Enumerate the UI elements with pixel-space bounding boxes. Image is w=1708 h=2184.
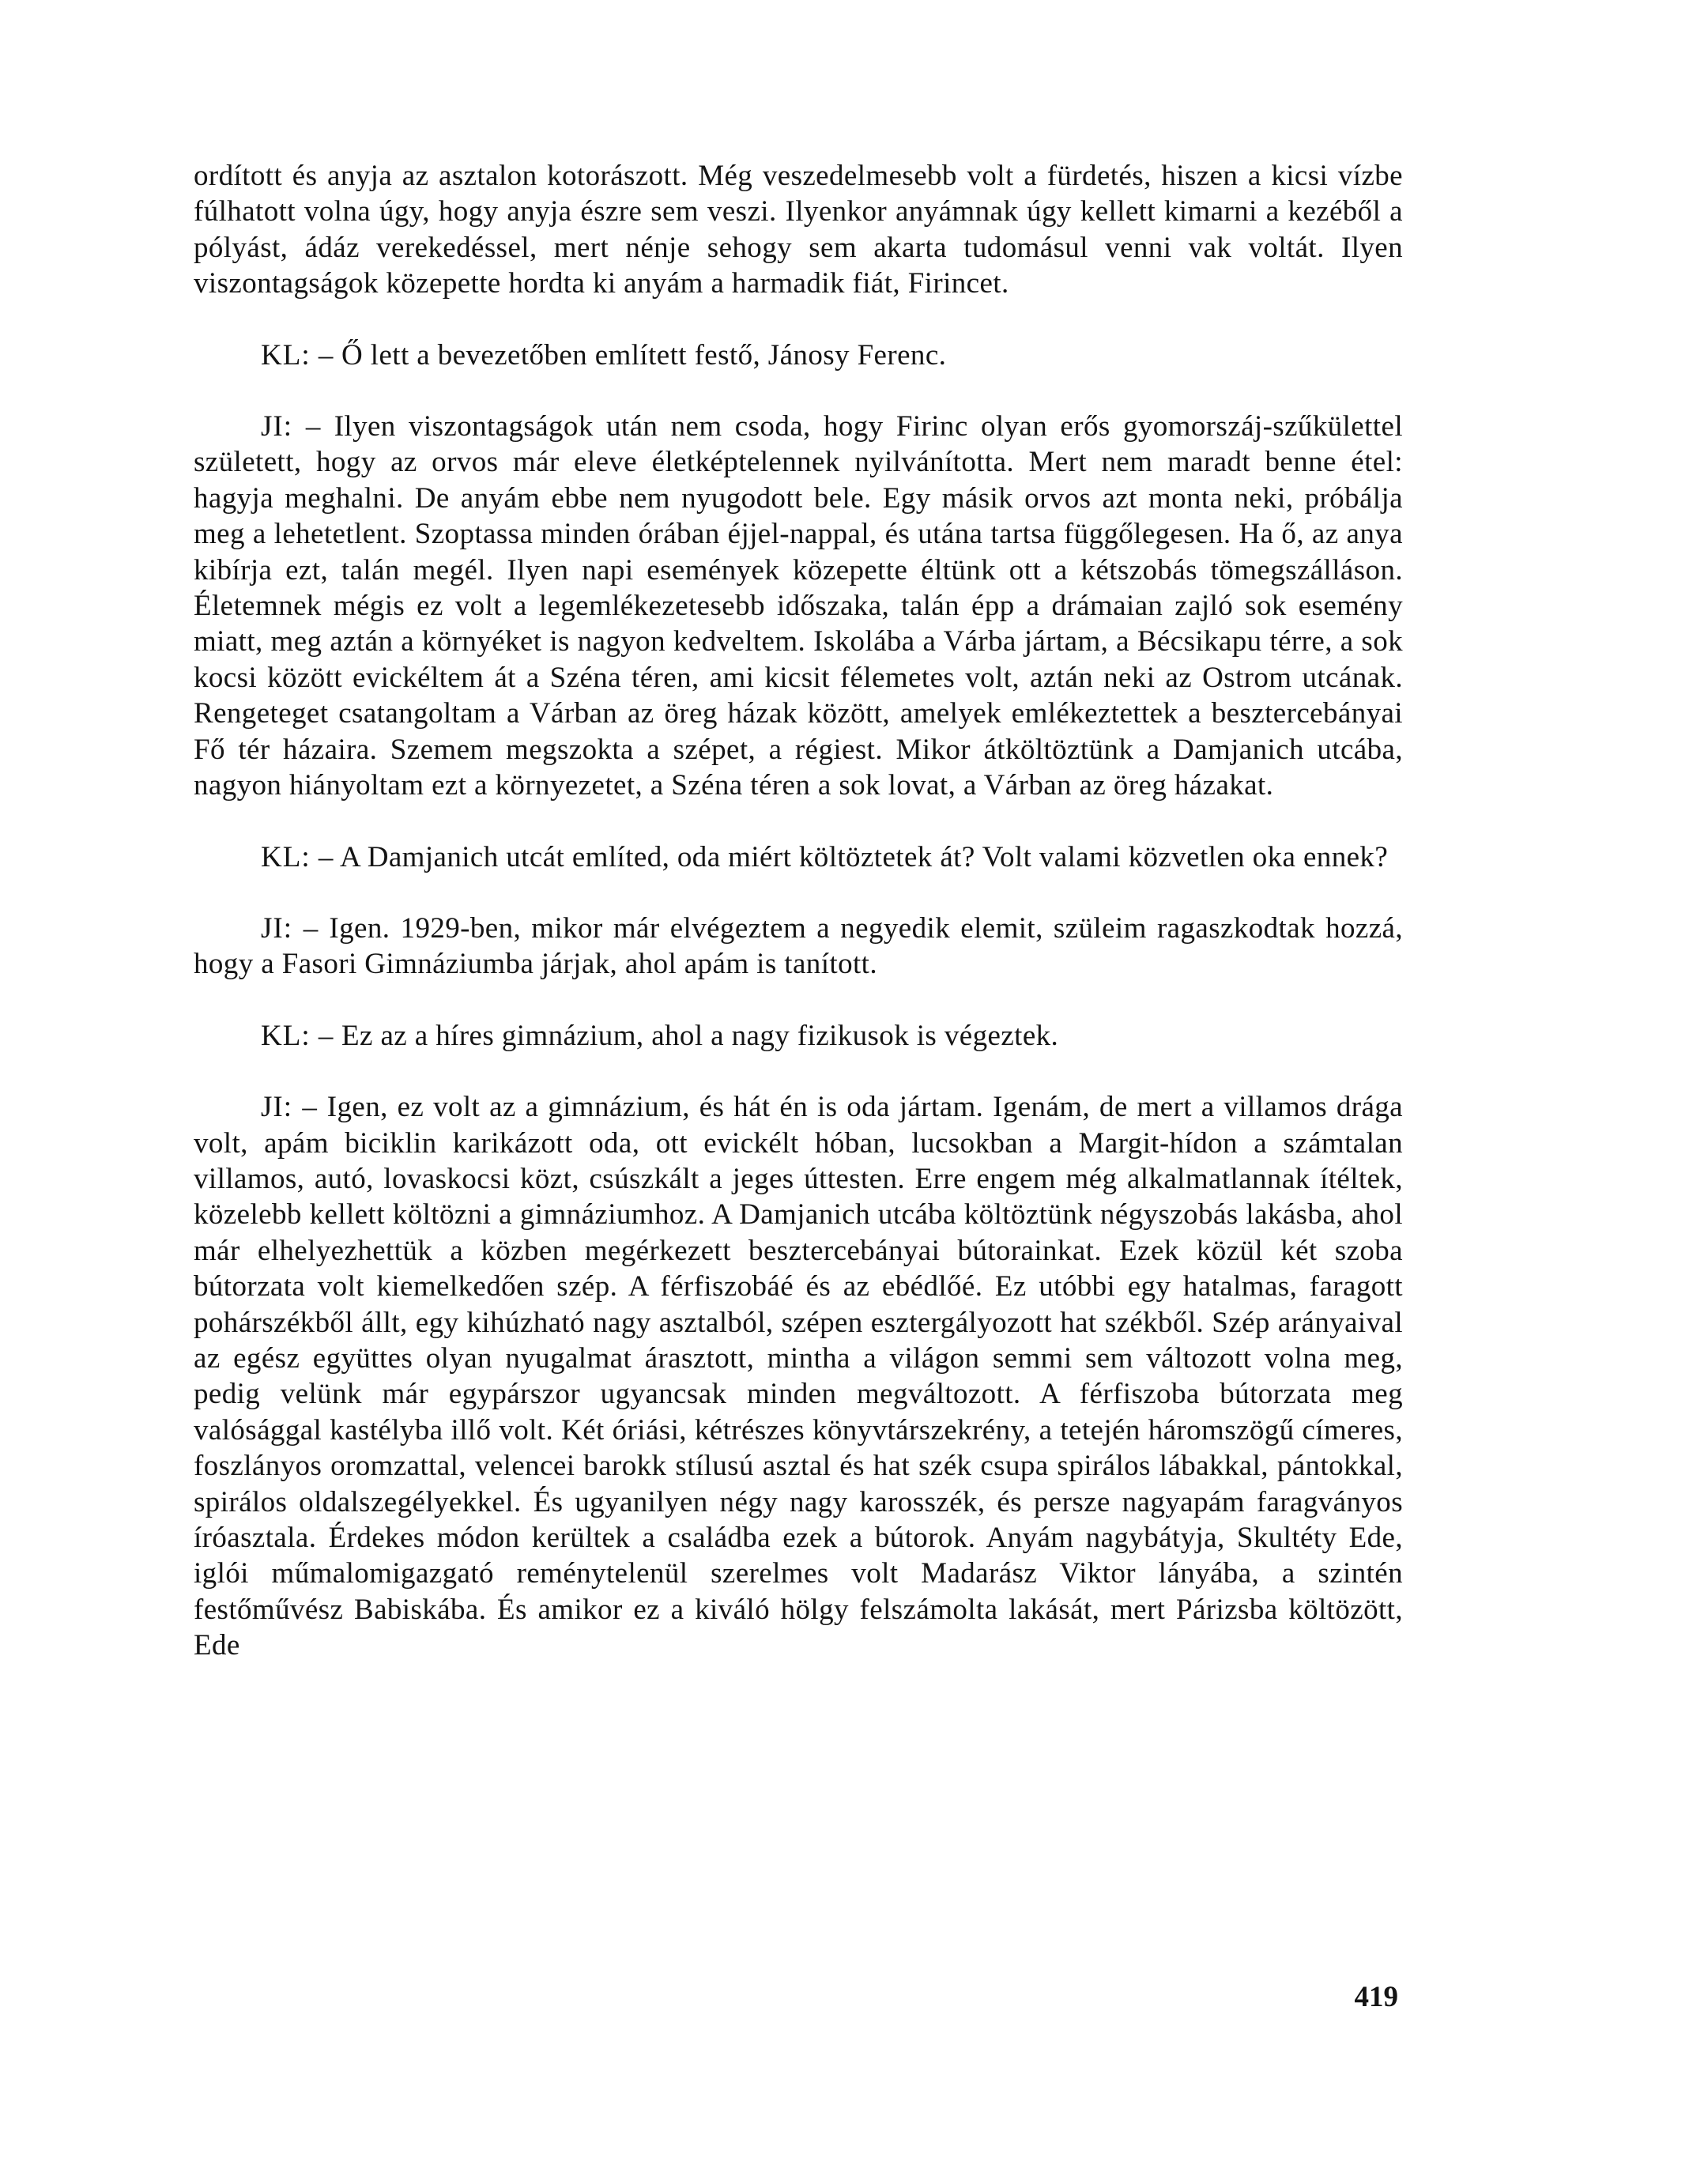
paragraph-text: Ilyen viszontagságok után nem csoda, hogy Firinc olyan erős gyomorszáj-szűkülettel született, hogy az orvos már eleve életképtelennek nyilvánította. Mert nem maradt benne étel: hagyja meghalni. De anyám ebbe nem nyugodott bele. Egy másik orvos azt monta neki, próbálja meg a lehetetlent. Szoptassa minden órában éjjel-nappal, és utána tartsa függőlegesen. Ha ő, az anya kibírja ezt, talán megél. Ilyen napi események közepette éltünk ott a kétszobás tömegszálláson. Életemnek mégis ez volt a legemlékezetesebb időszaka, talán épp a drámaian zajló sok esemény miatt, meg aztán a környéket is nagyon kedveltem. Iskolába a Várba jártam, a Bécsikapu térre, a sok kocsi között evickéltem át a Széna téren, ami kicsit félemetes volt, aztán neki az Ostrom utcának. Rengeteget csatangoltam a Várban az öreg házak között, amelyek emlékeztettek a besztercebányai Fő tér házaira. Szemem megszokta a szépet, a régiest. Mikor átköltöztünk a Damjanich utcába, nagyon hiányoltam ezt a környezetet, a Széna téren a sok lovat, a Várban az öreg házakat. (194, 410, 1403, 802)
paragraph-ji-1 (194, 409, 1403, 803)
speaker-label: KL: – (261, 1019, 334, 1052)
speaker-label: JI: – (261, 410, 322, 443)
speaker-label: JI: – (261, 1091, 318, 1124)
paragraph-text: ordított és anyja az asztalon kotorászott. Még veszedelmesebb volt a fürdetés, hiszen a kicsi vízbe fúlhatott volna úgy, hogy anyja észre sem veszi. Ilyenkor anyámnak úgy kellett kimarni a kezéből a pólyást, ádáz verekedéssel, mert nénje sehogy sem akarta tudomásul venni vak voltát. Ilyen viszontagságok közepette hordta ki anyám a harmadik fiát, Firincet. (194, 160, 1403, 300)
speaker-label: KL: – (261, 840, 334, 873)
paragraph-ji-3 (194, 1089, 1403, 1664)
paragraph-text: Ez az a híres gimnázium, ahol a nagy fizikusok is végeztek. (341, 1019, 1059, 1052)
paragraph-text: Igen. 1929-ben, mikor már elvégeztem a negyedik elemit, szüleim ragaszkodtak hozzá, hogy a Fasori Gimnáziumba járjak, ahol apám is tanított. (194, 911, 1403, 981)
paragraph-kl-3 (194, 1018, 1403, 1054)
speaker-label: JI: – (261, 911, 319, 945)
speaker-label: KL: – (261, 338, 334, 372)
paragraph-text: Igen, ez volt az a gimnázium, és hát én is oda jártam. Igenám, de mert a villamos drága volt, apám biciklin karikázott oda, ott evickélt hóban, lucsokban a Margit-hídon a számtalan villamos, autó, lovaskocsi közt, csúszkált a jeges úttesten. Erre engem még alkalmatlannak ítéltek, közelebb kellett költözni a gimnáziumhoz. A Damjanich utcába költöztünk négyszobás lakásba, ahol már elhelyezhettük a közben megérkezett besztercebányai bútorainkat. Ezek közül két szoba bútorzata volt kiemelkedően szép. A férfiszobáé és az ebédlőé. Ez utóbbi egy hatalmas, faragott pohárszékből állt, egy kihúzható nagy asztalból, szépen esztergályozott hat székből. Szép arányaival az egész együttes olyan nyugalmat árasztott, mintha a világon semmi sem változott volna meg, pedig velünk már egypárszor ugyancsak minden megváltozott. A férfiszoba bútorzata meg valósággal kastélyba illő volt. Két óriási, kétrészes könyvtárszekrény, a tetején háromszögű címeres, foszlányos oromzattal, velencei barokk stílusú asztal és hat szék csupa spirálos lábakkal, pántokkal, spirálos oldalszegélyekkel. És ugyanilyen négy nagy karosszék, és persze nagyapám faragványos íróasztala. Érdekes módon kerültek a családba ezek a bútorok. Anyám nagybátyja, Skultéty Ede, iglói műmalomigazgató reménytelenül szerelmes volt Madarász Viktor lányába, a szintén festőművész Babiskába. És amikor ez a kiváló hölgy felszámolta lakását, mert Párizsba költözött, Ede (194, 1091, 1404, 1662)
paragraph-kl-2 (194, 839, 1403, 875)
paragraph-ji-2 (194, 911, 1403, 983)
page-number: 419 (1354, 1981, 1398, 2013)
paragraph-text: A Damjanich utcát említed, oda miért költöztetek át? Volt valami közvetlen oka ennek? (339, 840, 1389, 873)
paragraph-kl-1 (194, 338, 1403, 373)
body-text (194, 158, 1403, 1664)
paragraph-narrative (194, 158, 1403, 302)
paragraph-text: Ő lett a bevezetőben említett festő, Jánosy Ferenc. (341, 338, 947, 372)
